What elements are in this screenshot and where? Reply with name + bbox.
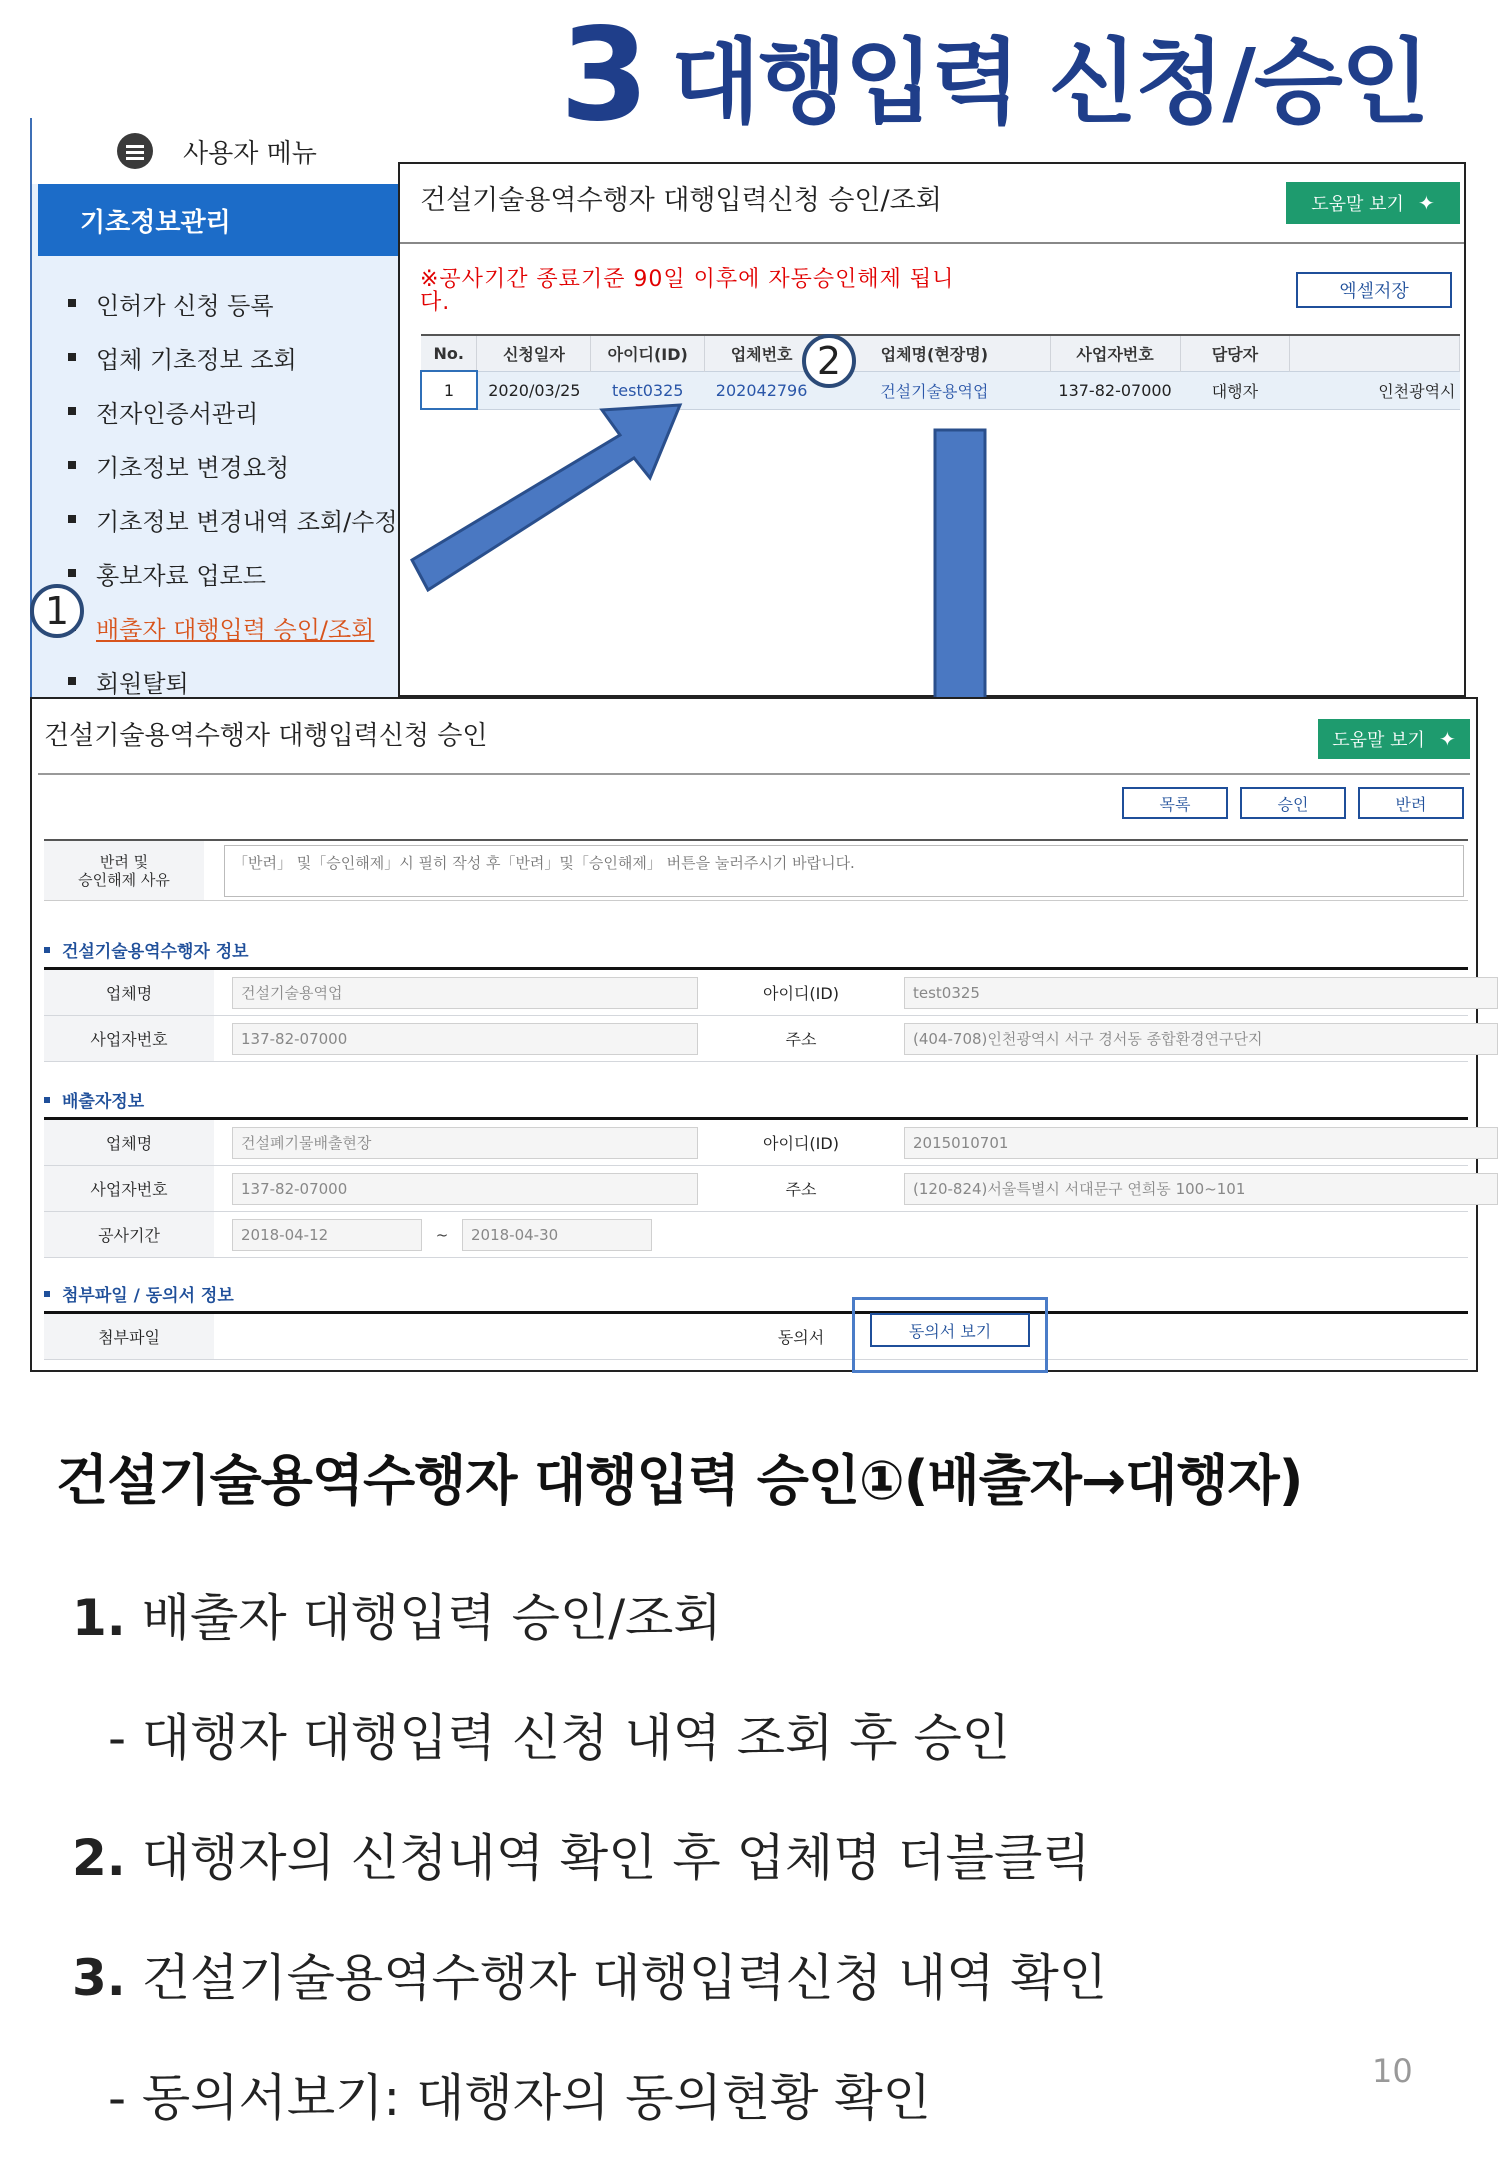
sidebar-menu-list bbox=[32, 256, 402, 708]
attachment-file-label: 첨부파일 bbox=[44, 1314, 214, 1359]
contractor-section-title: 건설기술용역수행자 정보 bbox=[44, 937, 249, 962]
emitter-row-1 bbox=[44, 1120, 1468, 1166]
emitter-address-field: (120-824)서울특별시 서대문구 연희동 100~101 bbox=[904, 1173, 1498, 1205]
col-biz-no[interactable]: 사업자번호 bbox=[1050, 335, 1180, 371]
proxy-detail-panel bbox=[30, 697, 1478, 1372]
attachment-file-value bbox=[214, 1314, 716, 1359]
step-3 bbox=[72, 1938, 1107, 2010]
consent-view-button[interactable]: 동의서 보기 bbox=[870, 1313, 1030, 1347]
sidebar-item-license-register[interactable]: 인허가 신청 등록 bbox=[68, 276, 402, 330]
col-company-no[interactable]: 업체번호 bbox=[705, 335, 819, 371]
list-button[interactable]: 목록 bbox=[1122, 787, 1228, 819]
cell-date[interactable]: 2020/03/25 bbox=[477, 371, 591, 409]
cell-biz-no[interactable]: 137-82-07000 bbox=[1050, 371, 1180, 409]
step-1-text: 배출자 대행입력 승인/조회 bbox=[141, 1589, 722, 1647]
sidebar-item-company-info[interactable]: 업체 기초정보 조회 bbox=[68, 330, 402, 384]
sidebar-item-promo-upload[interactable]: 홍보자료 업로드 bbox=[68, 546, 402, 600]
sidebar-item-change-history[interactable]: 기초정보 변경내역 조회/수정 bbox=[68, 492, 402, 546]
proxy-list-table bbox=[420, 334, 1460, 410]
excel-save-button[interactable]: 엑셀저장 bbox=[1296, 272, 1452, 308]
sidebar-item-certificate[interactable]: 전자인증서관리 bbox=[68, 384, 402, 438]
emitter-biz-field: 137-82-07000 bbox=[232, 1173, 698, 1205]
reason-textarea[interactable] bbox=[224, 845, 1464, 897]
step-2 bbox=[72, 1818, 1091, 1890]
step-1-number: 1. bbox=[72, 1589, 126, 1647]
contractor-info-grid bbox=[44, 967, 1468, 1062]
emitter-row-3 bbox=[44, 1212, 1468, 1258]
col-region bbox=[1290, 335, 1460, 371]
emitter-company-field: 건설폐기물배출현장 bbox=[232, 1127, 698, 1159]
step-2-number: 2. bbox=[72, 1829, 126, 1887]
cell-no[interactable]: 1 bbox=[421, 371, 477, 409]
contractor-row-1 bbox=[44, 970, 1468, 1016]
period-separator: ~ bbox=[435, 1225, 449, 1244]
cell-company-name[interactable]: 건설기술용역업 bbox=[819, 371, 1051, 409]
sidebar-header bbox=[32, 118, 402, 184]
slide-title-text: 대행입력 신청/승인 bbox=[671, 29, 1428, 136]
slide-number: 3 bbox=[560, 0, 646, 150]
detail-help-button[interactable] bbox=[1318, 719, 1470, 759]
contractor-company-label: 업체명 bbox=[44, 970, 214, 1015]
contractor-address-field: (404-708)인천광역시 서구 경서동 종합환경연구단지 bbox=[904, 1023, 1498, 1055]
contractor-biz-field: 137-82-07000 bbox=[232, 1023, 698, 1055]
reason-label-line1: 반려 및 bbox=[99, 852, 149, 871]
col-id[interactable]: 아이디(ID) bbox=[591, 335, 705, 371]
sidebar-item-change-request[interactable]: 기초정보 변경요청 bbox=[68, 438, 402, 492]
pin-icon: ✦ bbox=[1417, 191, 1435, 215]
step-marker-2: 2 bbox=[802, 334, 856, 388]
emitter-biz-label: 사업자번호 bbox=[44, 1166, 214, 1211]
section-heading: 건설기술용역수행자 대행입력 승인①(배출자→대행자) bbox=[56, 1449, 1303, 1512]
sidebar-item-proxy-approval[interactable]: 배출자 대행입력 승인/조회 bbox=[68, 600, 402, 654]
attachment-section-title: 첨부파일 / 동의서 정보 bbox=[44, 1281, 234, 1306]
list-help-label: 도움말 보기 bbox=[1311, 194, 1404, 215]
period-end-field: 2018-04-30 bbox=[462, 1219, 652, 1251]
list-help-button[interactable] bbox=[1286, 182, 1460, 224]
list-title-divider bbox=[400, 242, 1464, 244]
emitter-section-title: 배출자정보 bbox=[44, 1087, 144, 1112]
cell-region[interactable]: 인천광역시 bbox=[1290, 371, 1460, 409]
reason-row bbox=[44, 839, 1468, 901]
step-3-sub: - 동의서보기: 대행자의 동의현황 확인 bbox=[108, 2069, 931, 2127]
cell-company-no[interactable]: 202042796 bbox=[705, 371, 819, 409]
reason-label-line2: 승인해제 사유 bbox=[78, 870, 170, 889]
period-start-field: 2018-04-12 bbox=[232, 1219, 422, 1251]
detail-help-label: 도움말 보기 bbox=[1332, 730, 1425, 751]
sidebar bbox=[30, 118, 402, 698]
sidebar-item-withdraw[interactable]: 회원탈퇴 bbox=[68, 654, 402, 708]
contractor-row-2 bbox=[44, 1016, 1468, 1062]
consent-label: 동의서 bbox=[716, 1314, 886, 1359]
col-manager[interactable]: 담당자 bbox=[1180, 335, 1290, 371]
reason-label bbox=[44, 841, 204, 900]
contractor-id-label: 아이디(ID) bbox=[716, 970, 886, 1015]
pin-icon: ✦ bbox=[1438, 727, 1456, 751]
col-company-name[interactable]: 업체명(현장명) bbox=[819, 335, 1051, 371]
emitter-address-label: 주소 bbox=[716, 1166, 886, 1211]
emitter-period-label: 공사기간 bbox=[44, 1212, 214, 1257]
step-marker-1: 1 bbox=[30, 584, 84, 638]
sidebar-header-label: 사용자 메뉴 bbox=[183, 138, 317, 169]
contractor-address-label: 주소 bbox=[716, 1016, 886, 1061]
cell-id[interactable]: test0325 bbox=[591, 371, 705, 409]
emitter-company-label: 업체명 bbox=[44, 1120, 214, 1165]
attachment-info-grid bbox=[44, 1311, 1468, 1360]
slide-title bbox=[560, 0, 1428, 150]
approve-button[interactable]: 승인 bbox=[1240, 787, 1346, 819]
contractor-biz-label: 사업자번호 bbox=[44, 1016, 214, 1061]
step-2-text: 대행자의 신청내역 확인 후 업체명 더블클릭 bbox=[141, 1829, 1091, 1887]
list-panel-title: 건설기술용역수행자 대행입력신청 승인/조회 bbox=[420, 185, 942, 216]
step-1-sub: - 대행자 대행입력 신청 내역 조회 후 승인 bbox=[108, 1709, 1011, 1767]
auto-release-notice: ※공사기간 종료기준 90일 이후에 자동승인해제 됩니다. bbox=[420, 267, 955, 315]
contractor-id-field: test0325 bbox=[904, 977, 1498, 1009]
col-date[interactable]: 신청일자 bbox=[477, 335, 591, 371]
step-3-text: 건설기술용역수행자 대행입력신청 내역 확인 bbox=[141, 1949, 1108, 2007]
col-no[interactable]: No. bbox=[421, 335, 477, 371]
page-number: 10 bbox=[1372, 2052, 1413, 2090]
contractor-company-field: 건설기술용역업 bbox=[232, 977, 698, 1009]
emitter-id-label: 아이디(ID) bbox=[716, 1120, 886, 1165]
sidebar-section-basic-info[interactable]: 기초정보관리 bbox=[38, 184, 402, 256]
proxy-list-panel bbox=[398, 162, 1466, 697]
step-1 bbox=[72, 1578, 722, 1650]
attachment-row bbox=[44, 1314, 1468, 1360]
detail-title-divider bbox=[38, 773, 1470, 775]
hamburger-menu-icon[interactable] bbox=[117, 133, 153, 169]
emitter-id-field: 2015010701 bbox=[904, 1127, 1498, 1159]
reject-button[interactable]: 반려 bbox=[1358, 787, 1464, 819]
step-3-number: 3. bbox=[72, 1949, 126, 2007]
detail-panel-title: 건설기술용역수행자 대행입력신청 승인 bbox=[44, 721, 488, 751]
table-header-row bbox=[421, 335, 1460, 371]
cell-manager[interactable]: 대행자 bbox=[1180, 371, 1290, 409]
table-row[interactable] bbox=[421, 371, 1460, 409]
emitter-info-grid bbox=[44, 1117, 1468, 1258]
emitter-row-2 bbox=[44, 1166, 1468, 1212]
